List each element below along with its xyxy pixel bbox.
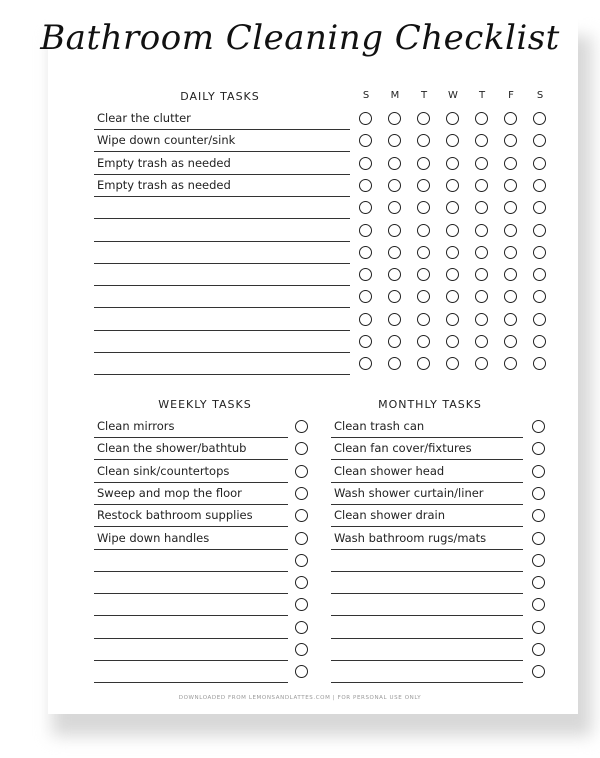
daily-checkbox[interactable] [359,246,372,259]
weekly-task-row[interactable] [94,461,288,483]
daily-checkbox[interactable] [359,179,372,192]
daily-checkbox[interactable] [533,335,546,348]
daily-checkbox[interactable] [446,112,459,125]
page-title: Bathroom Cleaning Checklist [40,18,560,58]
daily-task-row[interactable] [94,130,350,152]
monthly-task-row[interactable] [331,617,523,639]
task-label: Empty trash as needed [97,177,231,192]
daily-checkbox[interactable] [504,313,517,326]
task-checkbox[interactable] [295,532,308,545]
weekly-task-row[interactable] [94,617,288,639]
daily-checkbox[interactable] [475,335,488,348]
task-checkbox[interactable] [295,465,308,478]
daily-checkbox[interactable] [359,335,372,348]
task-label: Wash bathroom rugs/mats [334,530,487,545]
task-label: Wash shower curtain/liner [334,485,484,500]
daily-checkbox[interactable] [446,179,459,192]
daily-checkbox[interactable] [417,246,430,259]
daily-checkbox[interactable] [504,335,517,348]
task-label: Restock bathroom supplies [97,508,253,523]
monthly-task-row[interactable] [331,639,523,661]
task-label: Clean mirrors [97,419,175,433]
daily-checkbox[interactable] [388,179,401,192]
daily-checkbox[interactable] [388,246,401,259]
daily-checkbox[interactable] [475,246,488,259]
daily-checkbox[interactable] [417,335,430,348]
monthly-task-row[interactable] [331,505,523,527]
task-label: Sweep and mop the floor [97,485,242,500]
day-label: T [478,90,486,101]
weekly-task-row[interactable] [94,661,288,683]
daily-checkbox[interactable] [504,179,517,192]
task-checkbox[interactable] [532,532,545,545]
monthly-task-row[interactable] [331,550,523,572]
daily-checkbox[interactable] [475,157,488,170]
daily-checkbox[interactable] [388,224,401,237]
daily-checkbox[interactable] [359,157,372,170]
task-label: Clean shower head [334,463,445,478]
task-label: Wipe down counter/sink [97,133,236,148]
daily-checkbox[interactable] [417,313,430,326]
daily-checkbox[interactable] [475,224,488,237]
daily-checkbox[interactable] [359,268,372,281]
day-label: F [508,90,514,101]
daily-task-row[interactable] [94,264,350,286]
task-checkbox[interactable] [295,554,308,567]
task-label: Empty trash as needed [97,155,231,170]
task-checkbox[interactable] [295,621,308,634]
weekly-task-row[interactable] [94,550,288,572]
daily-checkbox[interactable] [359,313,372,326]
task-checkbox[interactable] [532,643,545,656]
weekly-task-row[interactable] [94,483,288,505]
daily-checkbox[interactable] [359,112,372,125]
daily-checkbox[interactable] [446,157,459,170]
daily-checkbox[interactable] [504,224,517,237]
daily-checkbox[interactable] [504,112,517,125]
task-checkbox[interactable] [295,487,308,500]
daily-task-row[interactable] [94,286,350,308]
daily-checkbox[interactable] [533,157,546,170]
daily-checkbox[interactable] [359,224,372,237]
task-checkbox[interactable] [532,487,545,500]
weekly-task-row[interactable] [94,528,288,550]
task-checkbox[interactable] [532,420,545,433]
monthly-task-row[interactable] [331,528,523,550]
daily-checkbox[interactable] [475,179,488,192]
daily-checkbox[interactable] [533,268,546,281]
day-label: M [390,90,400,101]
monthly-task-row[interactable] [331,483,523,505]
daily-checkbox[interactable] [504,157,517,170]
monthly-task-row[interactable] [331,661,523,683]
daily-checkbox[interactable] [533,179,546,192]
monthly-task-row[interactable] [331,461,523,483]
daily-checkbox[interactable] [446,335,459,348]
monthly-heading: MONTHLY TASKS [378,398,482,411]
daily-checkbox[interactable] [388,157,401,170]
weekly-task-row[interactable] [94,572,288,594]
daily-checkbox[interactable] [446,313,459,326]
day-label: W [448,90,458,101]
daily-checkbox[interactable] [446,224,459,237]
task-label: Clean fan cover/fixtures [334,441,472,456]
monthly-task-row[interactable] [331,572,523,594]
monthly-task-row[interactable] [331,438,523,460]
daily-task-row[interactable] [94,220,350,242]
daily-checkbox[interactable] [533,313,546,326]
task-label: Clean the shower/bathtub [97,441,247,456]
monthly-task-row[interactable] [331,594,523,616]
task-checkbox[interactable] [295,576,308,589]
footer-note: DOWNLOADED FROM LEMONSANDLATTES.COM | FOR PERSONAL USE ONLY [178,695,422,701]
daily-checkbox[interactable] [533,112,546,125]
task-label: Clean sink/countertops [97,463,230,478]
weekly-heading: WEEKLY TASKS [158,398,252,411]
daily-checkbox[interactable] [475,313,488,326]
weekly-task-row[interactable] [94,594,288,616]
day-label: S [362,90,370,101]
daily-checkbox[interactable] [388,268,401,281]
daily-heading: DAILY TASKS [180,90,260,103]
daily-task-row[interactable] [94,242,350,264]
weekly-task-row[interactable] [94,505,288,527]
daily-checkbox[interactable] [504,268,517,281]
daily-checkbox[interactable] [533,246,546,259]
daily-checkbox[interactable] [417,179,430,192]
daily-checkbox[interactable] [446,268,459,281]
daily-task-row[interactable] [94,153,350,175]
task-label: Clean trash can [334,419,425,433]
daily-checkbox[interactable] [446,246,459,259]
task-checkbox[interactable] [532,554,545,567]
daily-checkbox[interactable] [417,224,430,237]
daily-checkbox[interactable] [475,268,488,281]
day-label: T [420,90,428,101]
daily-task-row[interactable] [94,353,350,375]
daily-checkbox[interactable] [475,112,488,125]
daily-checkbox[interactable] [388,335,401,348]
daily-task-row[interactable] [94,331,350,353]
task-checkbox[interactable] [295,643,308,656]
daily-checkbox[interactable] [388,112,401,125]
daily-checkbox[interactable] [417,157,430,170]
daily-checkbox[interactable] [417,112,430,125]
weekly-task-row[interactable] [94,639,288,661]
task-label: Wipe down handles [97,530,210,545]
task-checkbox[interactable] [532,465,545,478]
weekly-task-row[interactable] [94,416,288,438]
daily-checkbox[interactable] [504,246,517,259]
daily-task-row[interactable] [94,175,350,197]
task-checkbox[interactable] [532,576,545,589]
daily-task-row[interactable] [94,309,350,331]
daily-task-row[interactable] [94,108,350,130]
monthly-task-row[interactable] [331,416,523,438]
weekly-task-row[interactable] [94,438,288,460]
task-checkbox[interactable] [532,621,545,634]
daily-checkbox[interactable] [533,224,546,237]
daily-task-row[interactable] [94,197,350,219]
daily-checkbox[interactable] [388,313,401,326]
day-label: S [536,90,544,101]
task-label: Clean shower drain [334,508,446,523]
task-checkbox[interactable] [295,420,308,433]
task-label: Clear the clutter [97,111,191,125]
daily-checkbox[interactable] [417,268,430,281]
